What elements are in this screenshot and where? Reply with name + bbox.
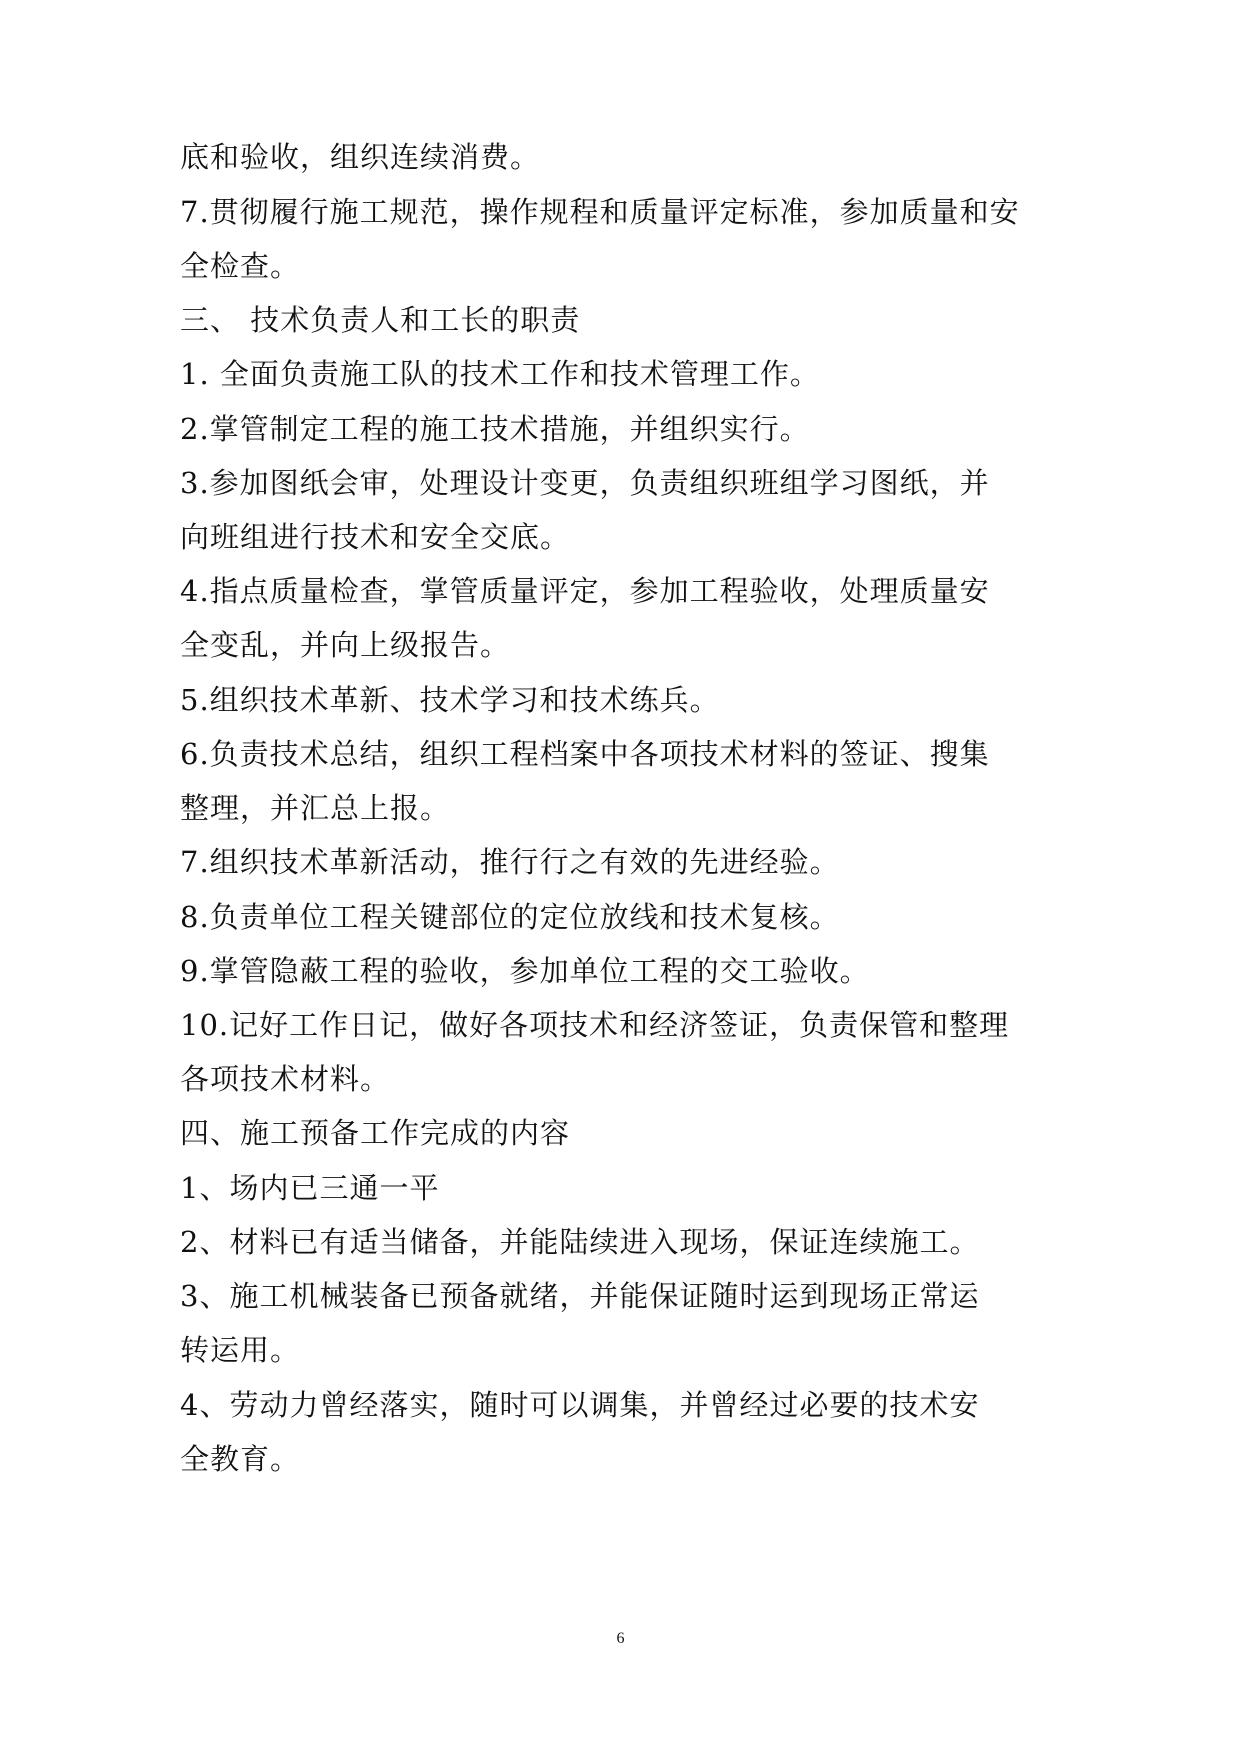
text-line: 整理，并汇总上报。 (180, 791, 451, 825)
text-line: 全检查。 (180, 249, 301, 283)
text-line: 转运用。 (180, 1333, 301, 1367)
list-item: 8.负责单位工程关键部位的定位放线和技术复核。 (180, 900, 840, 934)
list-item: 4、劳动力曾经落实，随时可以调集，并曾经过必要的技术安 (180, 1388, 980, 1422)
text-line: 全变乱，并向上级报告。 (180, 628, 511, 662)
text-line: 底和验收，组织连续消费。 (180, 140, 541, 174)
list-item: 9.掌管隐蔽工程的验收，参加单位工程的交工验收。 (180, 954, 870, 988)
text-line: 各项技术材料。 (180, 1062, 391, 1096)
list-item: 2.掌管制定工程的施工技术措施，并组织实行。 (180, 412, 810, 446)
list-item: 6.负责技术总结，组织工程档案中各项技术材料的签证、搜集 (180, 737, 990, 771)
list-item: 7.组织技术革新活动，推行行之有效的先进经验。 (180, 845, 840, 879)
text-line: 7.贯彻履行施工规范，操作规程和质量评定标准，参加质量和安 (180, 195, 1020, 229)
list-item: 5.组织技术革新、技术学习和技术练兵。 (180, 683, 720, 717)
list-item: 10.记好工作日记，做好各项技术和经济签证，负责保管和整理 (180, 1008, 1010, 1042)
text-line: 全教育。 (180, 1442, 301, 1476)
page-number: 6 (616, 1630, 625, 1647)
list-item: 1、场内已三通一平 (180, 1171, 440, 1205)
list-item: 4.指点质量检查，掌管质量评定，参加工程验收，处理质量安 (180, 574, 990, 608)
list-item: 3、施工机械装备已预备就绪，并能保证随时运到现场正常运 (180, 1279, 980, 1313)
section-heading: 三、 技术负责人和工长的职责 (180, 303, 581, 337)
list-item: 3.参加图纸会审，处理设计变更，负责组织班组学习图纸，并 (180, 466, 990, 500)
text-line: 向班组进行技术和安全交底。 (180, 520, 571, 554)
list-item: 2、材料已有适当储备，并能陆续进入现场，保证连续施工。 (180, 1225, 980, 1259)
section-heading: 四、施工预备工作完成的内容 (180, 1116, 571, 1150)
list-item: 1. 全面负责施工队的技术工作和技术管理工作。 (180, 357, 820, 391)
